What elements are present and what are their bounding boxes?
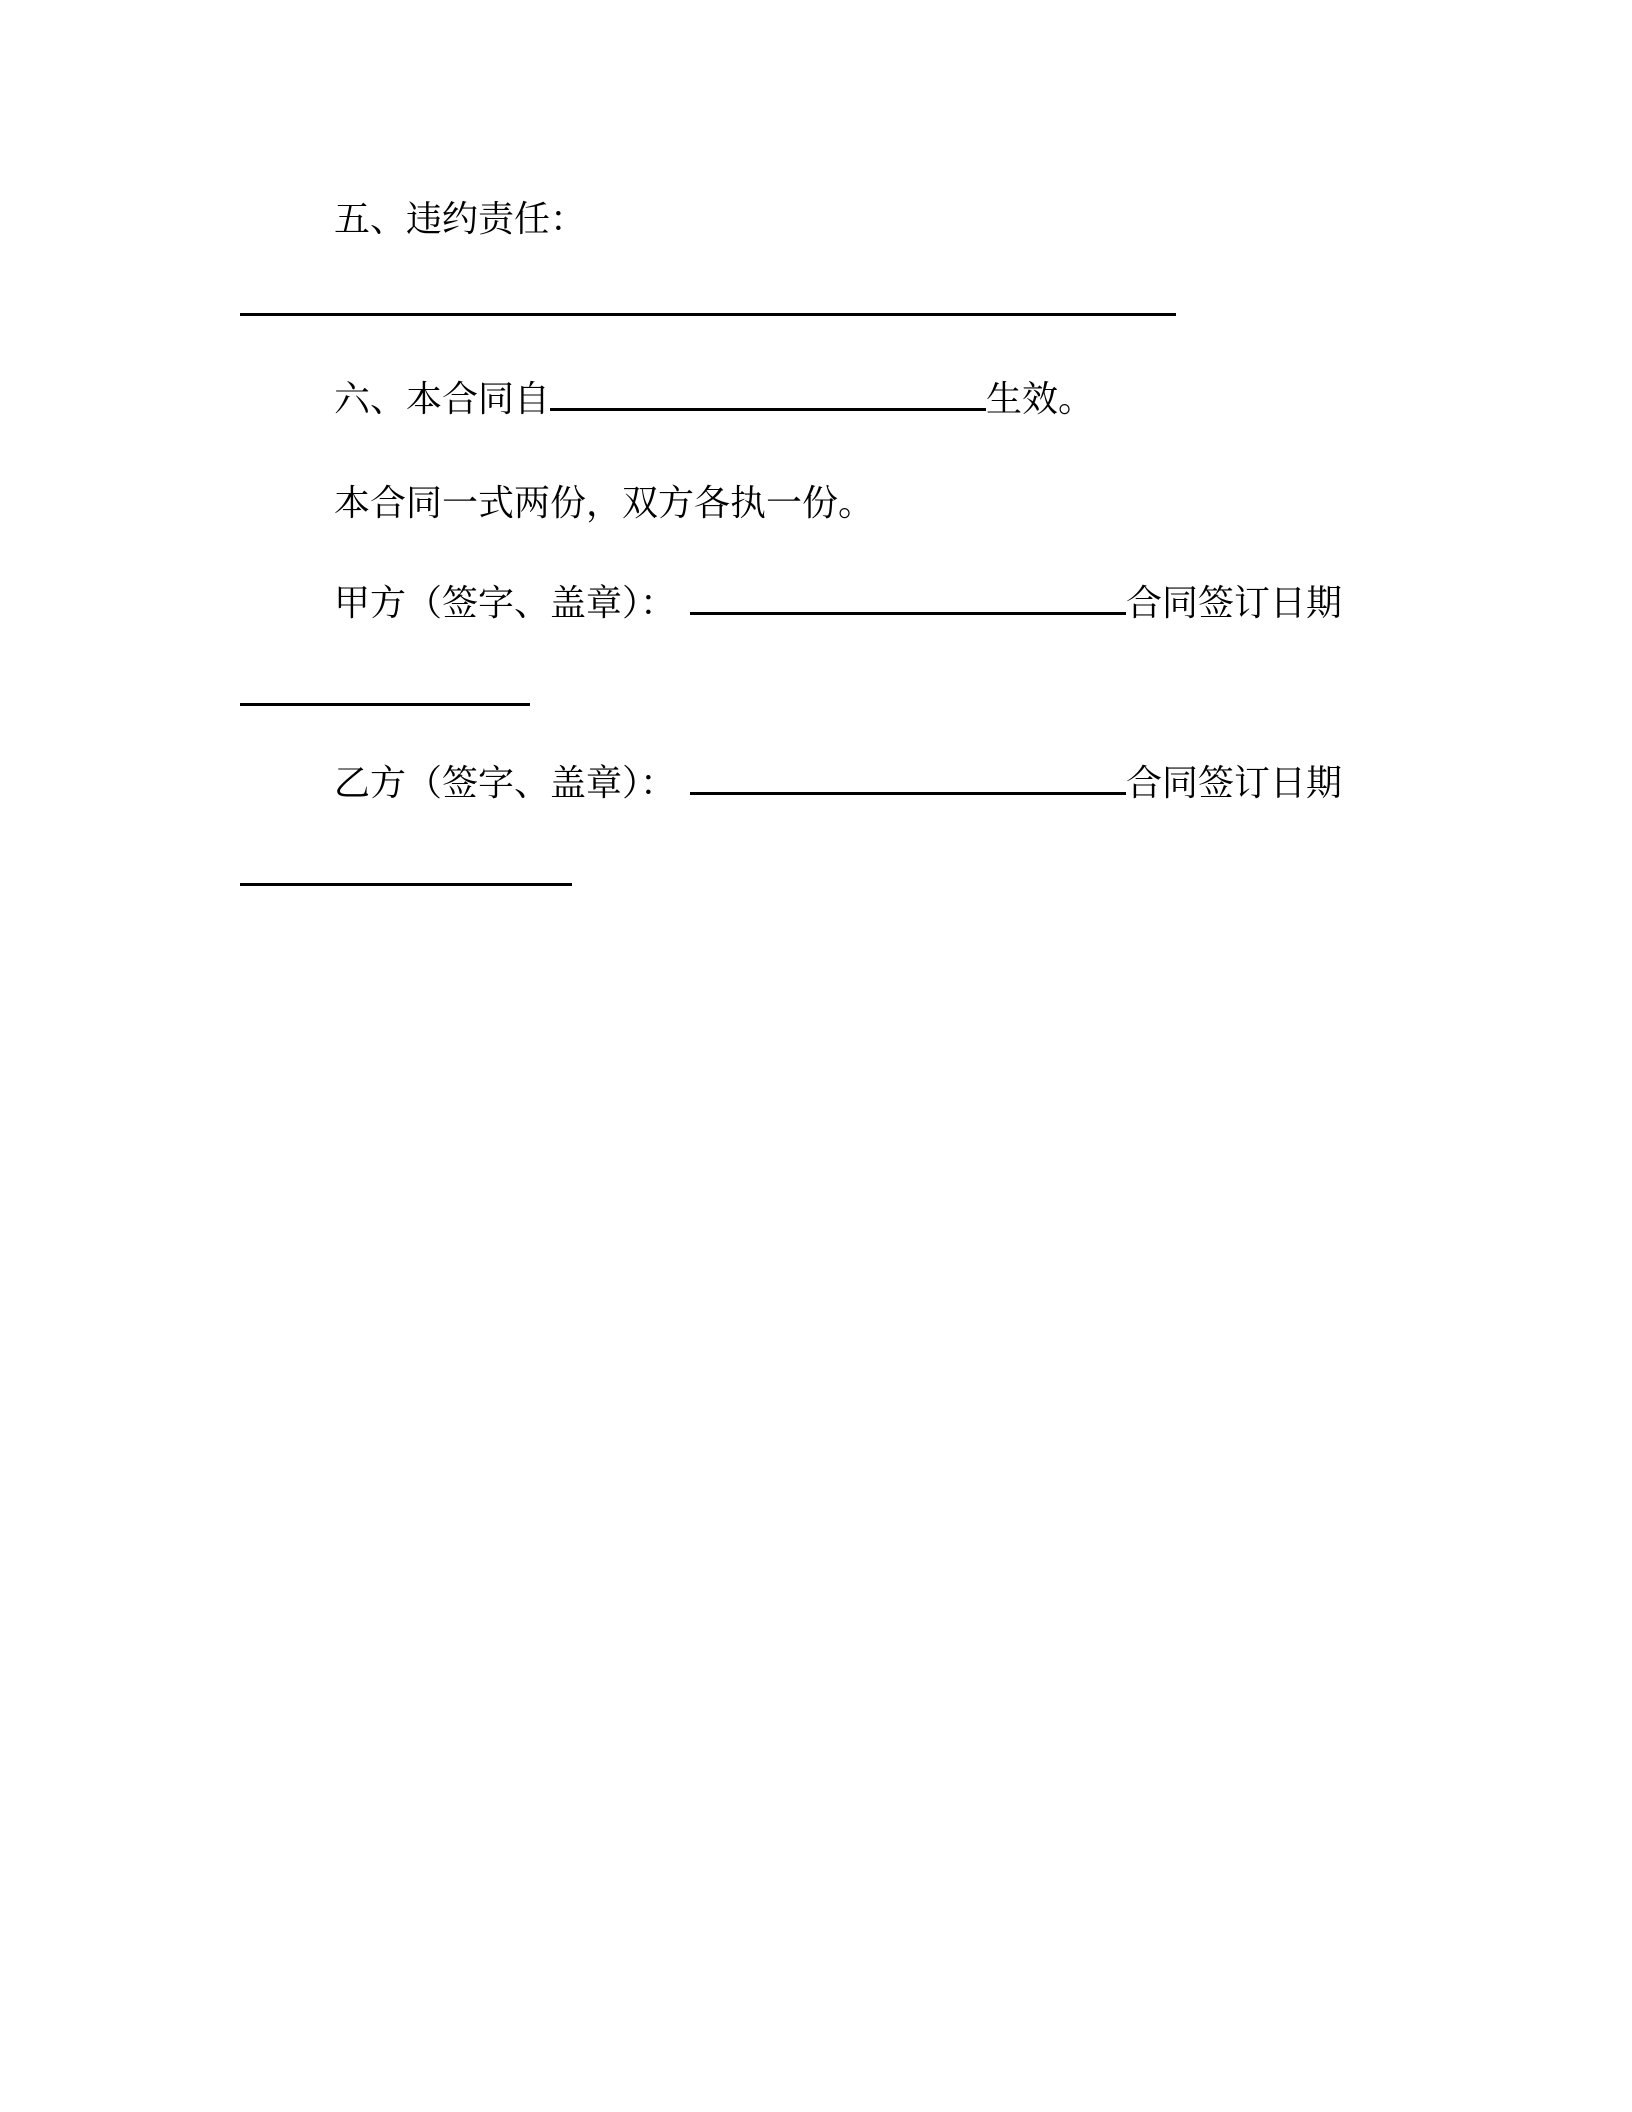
party-b-signature-blank[interactable] (690, 762, 1126, 795)
clause-5-heading-text: 五、违约责任： (334, 199, 587, 240)
clause-5-heading (334, 198, 586, 242)
effective-date-blank[interactable] (550, 378, 986, 411)
clause-5-fill-line[interactable] (240, 313, 1176, 316)
clause-6-suffix: 生效。 (986, 379, 1095, 420)
party-b-date-blank[interactable] (240, 883, 572, 886)
party-b-date-label: 合同签订日期 (1126, 763, 1343, 804)
party-b-signature-line (334, 762, 1342, 806)
copies-statement-text: 本合同一式两份，双方各执一份。 (334, 483, 875, 524)
clause-6 (334, 378, 1094, 422)
party-a-label: 甲方（签字、盖章）： (334, 583, 677, 624)
copies-statement (334, 482, 874, 526)
party-a-signature-blank[interactable] (690, 582, 1126, 615)
party-b-label: 乙方（签字、盖章）： (334, 763, 677, 804)
party-a-signature-line (334, 582, 1342, 626)
clause-6-prefix: 六、本合同自 (334, 379, 551, 420)
party-a-date-blank[interactable] (240, 703, 530, 706)
party-a-date-label: 合同签订日期 (1126, 583, 1343, 624)
